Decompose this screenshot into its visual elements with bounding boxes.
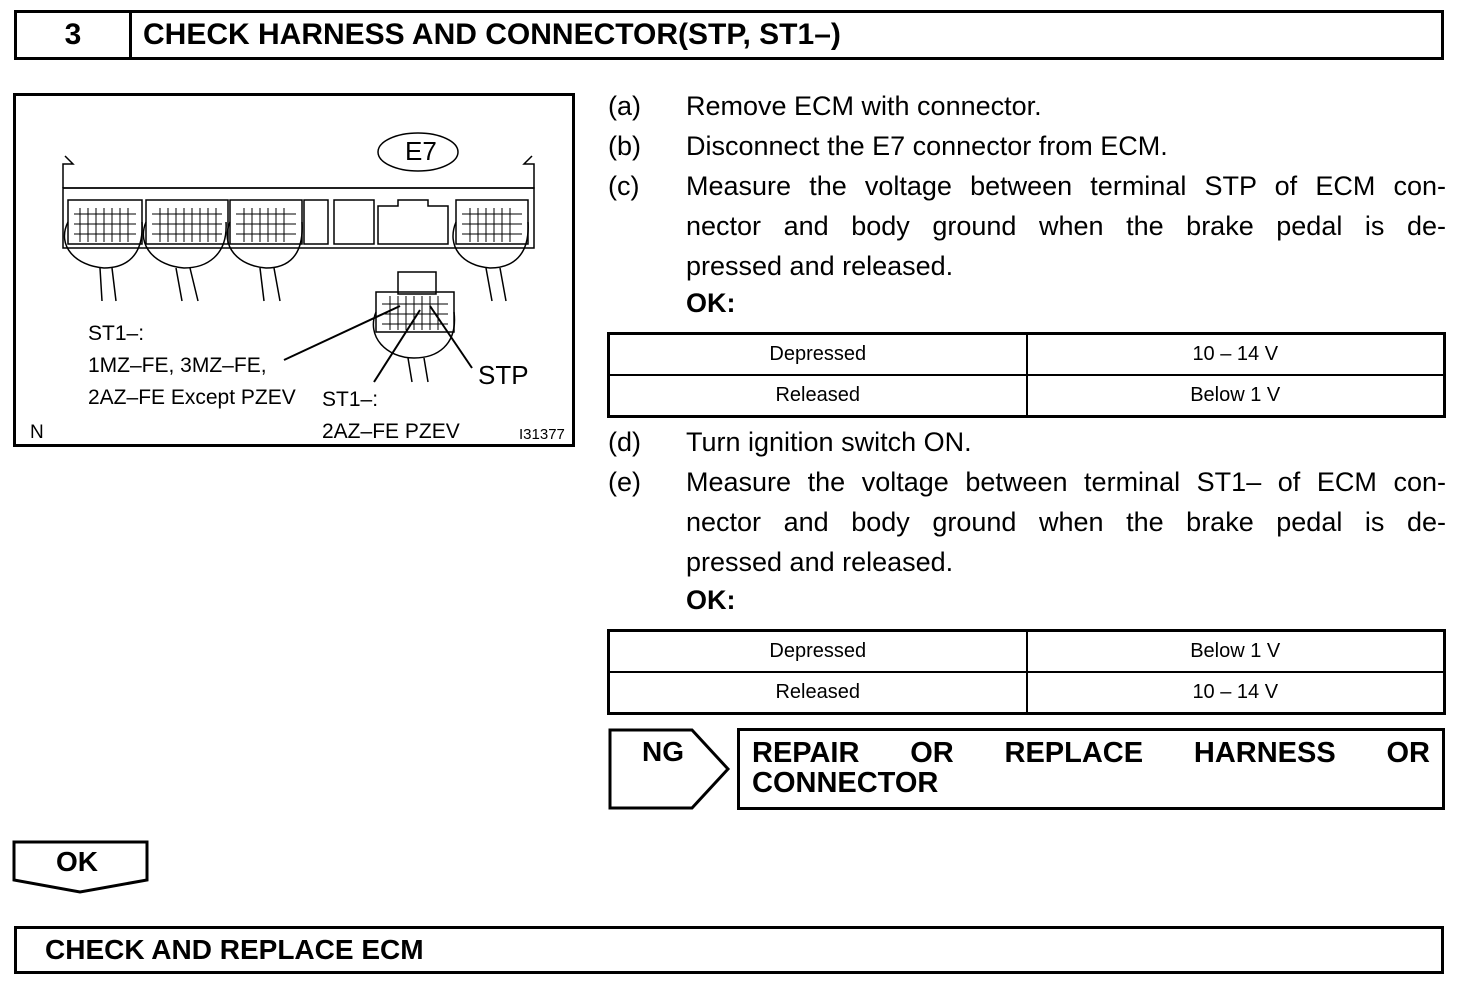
value-cell: 10 – 14 V	[1027, 672, 1445, 714]
condition-cell: Released	[609, 375, 1027, 417]
step-b-text: Disconnect the E7 connector from ECM.	[686, 131, 1168, 161]
ok-spec-label: OK:	[686, 288, 736, 318]
st1-label-a: ST1–:	[88, 322, 145, 345]
value-cell: 10 – 14 V	[1027, 334, 1445, 376]
condition-cell: Depressed	[609, 334, 1027, 376]
ng-action-line2: CONNECTOR	[752, 767, 939, 799]
figure-code: I31377	[519, 426, 565, 443]
step-e-label: (e)	[608, 467, 641, 497]
step-d	[608, 422, 1448, 462]
condition-cell: Released	[609, 672, 1027, 714]
step-b-label: (b)	[608, 131, 641, 161]
corner-letter: N	[30, 422, 44, 443]
step-d-text: Turn ignition switch ON.	[686, 427, 972, 457]
step-a-label: (a)	[608, 91, 641, 121]
connector-id-label: E7	[405, 136, 437, 166]
table-row	[609, 375, 1445, 417]
step-c-line3: pressed and released.	[686, 251, 954, 281]
spec-table-stp	[607, 332, 1446, 418]
table-row	[609, 334, 1445, 376]
step-e-line2: nector and body ground when the brake pedal is de-	[686, 507, 1446, 537]
step-c-line1: Measure the voltage between terminal STP of ECM con-	[686, 171, 1446, 201]
ng-action-line1	[752, 738, 1430, 768]
ok-spec-label-2: OK:	[686, 585, 736, 615]
ng-word: REPAIR	[752, 737, 860, 769]
step-c-label: (c)	[608, 171, 640, 201]
step-c-line2: nector and body ground when the brake pedal is de-	[686, 211, 1446, 241]
step-a-text: Remove ECM with connector.	[686, 91, 1042, 121]
table-row	[609, 631, 1445, 673]
st1-engines-label: 1MZ–FE, 3MZ–FE,	[88, 354, 267, 377]
value-cell: Below 1 V	[1027, 631, 1445, 673]
step-a	[608, 86, 1448, 126]
step-d-label: (d)	[608, 427, 641, 457]
ng-word: OR	[1386, 737, 1430, 769]
ng-word: HARNESS	[1193, 737, 1336, 769]
table-row	[609, 672, 1445, 714]
step-title: CHECK HARNESS AND CONNECTOR(STP, ST1–)	[143, 18, 841, 51]
step-e-line3: pressed and released.	[686, 547, 954, 577]
stp-label: STP	[478, 360, 529, 390]
ok-arrow-tag	[12, 840, 150, 894]
ng-word: OR	[910, 737, 954, 769]
st1-pzev-label: 2AZ–FE PZEV	[322, 420, 460, 443]
ng-arrow-tag	[608, 728, 732, 810]
step-e	[608, 462, 1448, 582]
ng-label: NG	[642, 736, 684, 767]
st1-label-b: ST1–:	[322, 388, 379, 411]
connector-figure	[13, 93, 575, 447]
step-header	[14, 10, 1444, 60]
final-action-box: CHECK AND REPLACE ECM	[14, 926, 1444, 974]
spec-table-st1	[607, 629, 1446, 715]
step-c	[608, 166, 1448, 286]
ok-tag-label: OK	[56, 846, 98, 877]
ng-word: REPLACE	[1004, 737, 1144, 769]
st1-except-label: 2AZ–FE Except PZEV	[88, 386, 296, 409]
condition-cell: Depressed	[609, 631, 1027, 673]
ng-action-box	[737, 728, 1445, 810]
value-cell: Below 1 V	[1027, 375, 1445, 417]
step-e-line1: Measure the voltage between terminal ST1– of ECM con-	[686, 467, 1446, 497]
step-number: 3	[17, 13, 132, 57]
step-b	[608, 126, 1448, 166]
